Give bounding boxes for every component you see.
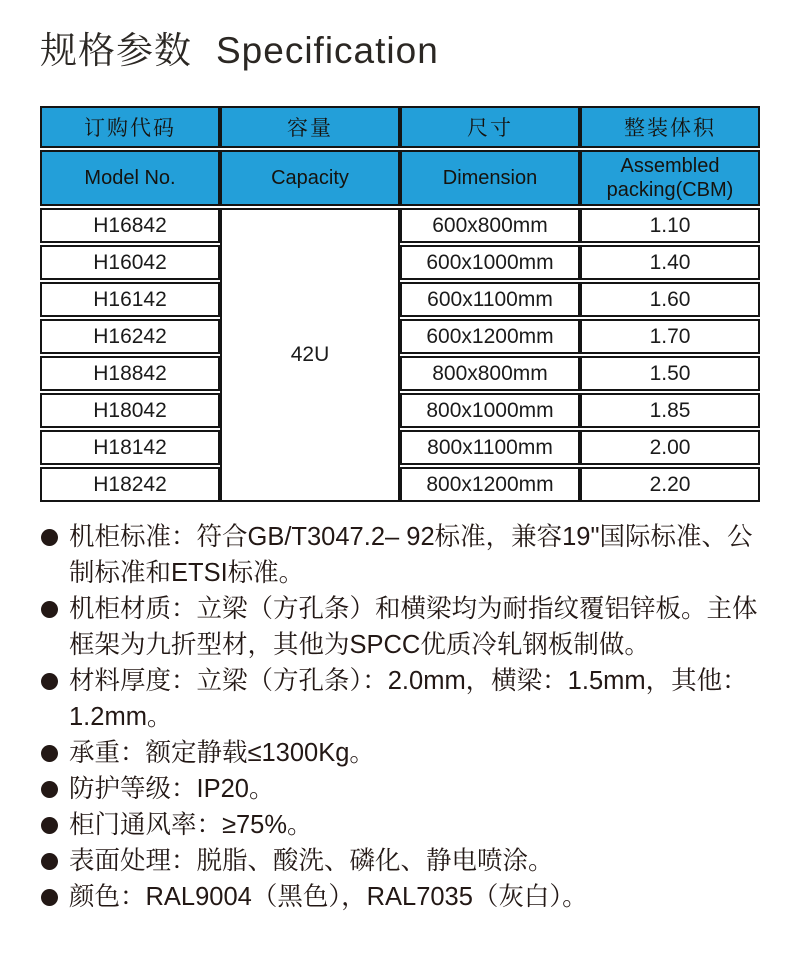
table-header-row-en: [40, 150, 760, 206]
dimension-cell: 600x1100mm: [400, 282, 580, 317]
bullet-item-color: [40, 879, 760, 915]
dimension-cell: 600x800mm: [400, 208, 580, 243]
bullet-dot-icon: [41, 781, 58, 798]
table-row: [40, 467, 760, 502]
page-title-zh: 规格参数: [40, 30, 192, 71]
bullet-item-material-thickness: [40, 663, 760, 735]
dimension-cell: 800x800mm: [400, 356, 580, 391]
dimension-cell: 600x1200mm: [400, 319, 580, 354]
cbm-cell: 1.40: [580, 245, 760, 280]
header-dimension-zh: 尺寸: [400, 106, 580, 148]
model-cell: H16242: [40, 319, 220, 354]
table-header-row-zh: [40, 106, 760, 148]
model-cell: H18142: [40, 430, 220, 465]
cbm-cell: 1.60: [580, 282, 760, 317]
bullet-text: 防护等级：IP20。: [69, 775, 275, 803]
dimension-cell: 800x1100mm: [400, 430, 580, 465]
model-cell: H18042: [40, 393, 220, 428]
bullet-text: 机柜标准：符合GB/T3047.2– 92标准，兼容19"国际标准、公制标准和ETSI标准。: [69, 523, 753, 587]
cbm-cell: 1.10: [580, 208, 760, 243]
header-model-en: Model No.: [40, 150, 220, 206]
dimension-cell: 800x1200mm: [400, 467, 580, 502]
model-cell: H16142: [40, 282, 220, 317]
bullet-text: 材料厚度：立梁（方孔条）：2.0mm，横梁：1.5mm，其他：1.2mm。: [69, 667, 748, 731]
table-row: [40, 245, 760, 280]
bullet-dot-icon: [41, 745, 58, 762]
bullet-text: 机柜材质：立梁（方孔条）和横梁均为耐指纹覆铝锌板。主体框架为九折型材，其他为SPCC优质冷轧钢板制做。: [69, 595, 758, 659]
cbm-cell: 1.70: [580, 319, 760, 354]
header-model-zh: 订购代码: [40, 106, 220, 148]
bullet-item-surface-treatment: [40, 843, 760, 879]
bullet-dot-icon: [41, 853, 58, 870]
bullet-dot-icon: [41, 529, 58, 546]
bullet-item-protection-rating: [40, 771, 760, 807]
cbm-cell: 2.20: [580, 467, 760, 502]
bullet-text: 柜门通风率：≥75%。: [69, 811, 313, 839]
header-capacity-en: Capacity: [220, 150, 400, 206]
dimension-cell: 600x1000mm: [400, 245, 580, 280]
dimension-cell: 800x1000mm: [400, 393, 580, 428]
model-cell: H16842: [40, 208, 220, 243]
table-row: [40, 356, 760, 391]
spec-table: [40, 104, 760, 504]
bullet-item-door-ventilation: [40, 807, 760, 843]
header-dimension-en: Dimension: [400, 150, 580, 206]
table-row: [40, 430, 760, 465]
table-row: [40, 393, 760, 428]
header-packing-zh: 整装体积: [580, 106, 760, 148]
bullet-text: 承重：额定静载≤1300Kg。: [69, 739, 375, 767]
page-title-en: Specification: [216, 30, 439, 71]
bullet-dot-icon: [41, 889, 58, 906]
bullet-text: 表面处理：脱脂、酸洗、磷化、静电喷涂。: [69, 847, 554, 875]
bullet-text: 颜色：RAL9004（黑色），RAL7035（灰白）。: [69, 883, 588, 911]
spec-bullet-list: [40, 519, 760, 915]
table-row: [40, 208, 760, 243]
cbm-cell: 2.00: [580, 430, 760, 465]
page-title: [40, 20, 760, 74]
bullet-item-load-capacity: [40, 735, 760, 771]
bullet-dot-icon: [41, 673, 58, 690]
bullet-item-cabinet-material: [40, 591, 760, 663]
model-cell: H16042: [40, 245, 220, 280]
bullet-dot-icon: [41, 601, 58, 618]
capacity-cell: 42U: [220, 208, 400, 502]
model-cell: H18842: [40, 356, 220, 391]
model-cell: H18242: [40, 467, 220, 502]
cbm-cell: 1.85: [580, 393, 760, 428]
table-row: [40, 282, 760, 317]
header-capacity-zh: 容量: [220, 106, 400, 148]
header-packing-en: Assembled packing(CBM): [580, 150, 760, 206]
table-row: [40, 319, 760, 354]
bullet-dot-icon: [41, 817, 58, 834]
cbm-cell: 1.50: [580, 356, 760, 391]
bullet-item-cabinet-standard: [40, 519, 760, 591]
